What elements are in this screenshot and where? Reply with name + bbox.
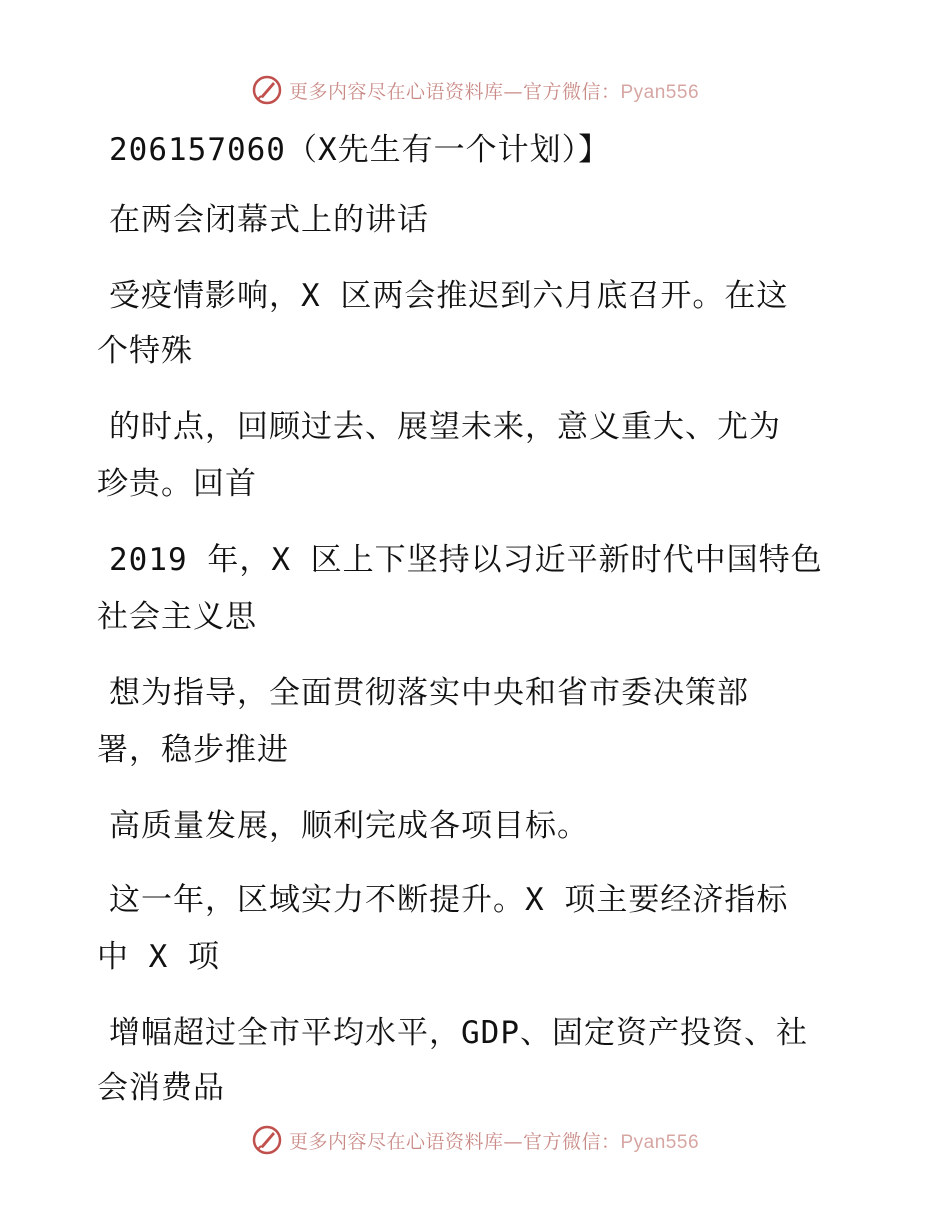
doc-line: 珍贵。回首 <box>97 466 257 502</box>
watermark-footer <box>0 1120 950 1160</box>
doc-line: 2019 年，X 区上下坚持以习近平新时代中国特色 <box>109 542 823 578</box>
doc-line: 增幅超过全市平均水平，GDP、固定资产投资、社 <box>109 1015 808 1051</box>
doc-line: 个特殊 <box>97 333 193 369</box>
watermark-id: Pyan556 <box>620 1131 700 1153</box>
doc-line: 想为指导，全面贯彻落实中央和省市委决策部 <box>109 675 749 711</box>
doc-line: 在两会闭幕式上的讲话 <box>109 202 429 238</box>
doc-line: 署，稳步推进 <box>97 732 289 768</box>
doc-line: 中 X 项 <box>97 939 220 975</box>
watermark-text: 更多内容尽在心语资料库—官方微信：Pyan556 <box>288 80 700 103</box>
doc-line: 社会主义思 <box>97 599 257 635</box>
watermark-text: 更多内容尽在心语资料库—官方微信：Pyan556 <box>288 1130 700 1153</box>
watermark-id: Pyan556 <box>620 81 700 103</box>
quill-circle-icon <box>251 74 283 106</box>
doc-line: 高质量发展，顺利完成各项目标。 <box>109 808 589 844</box>
doc-line: 这一年，区域实力不断提升。X 项主要经济指标 <box>109 882 789 918</box>
quill-circle-icon <box>251 1124 283 1156</box>
doc-line: 受疫情影响，X 区两会推迟到六月底召开。在这 <box>109 278 789 314</box>
doc-line: 会消费品 <box>97 1070 225 1106</box>
watermark-header <box>0 70 950 110</box>
doc-line: 的时点，回顾过去、展望未来，意义重大、尤为 <box>109 409 781 445</box>
doc-line: 206157060（X先生有一个计划）】 <box>109 132 611 168</box>
